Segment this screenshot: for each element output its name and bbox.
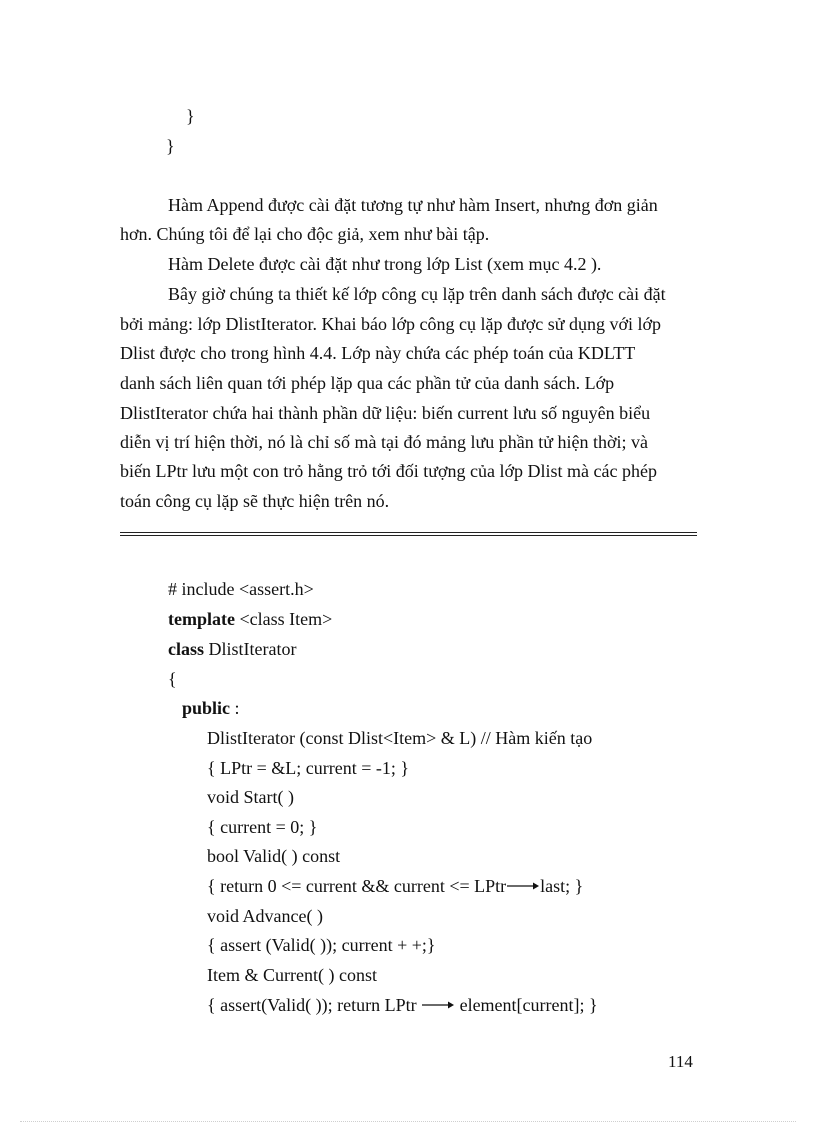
code-include: # include <assert.h> [168,579,314,599]
code-advance-body: { assert (Valid( )); current + +;} [207,935,436,955]
code-class-keyword: class [168,639,204,659]
code-valid-body-start: { return 0 <= current && current <= LPtr [207,876,507,896]
separator-rule-top [120,532,697,533]
code-current-body-start: { assert(Valid( )); return LPtr [207,995,422,1015]
code-class-line [168,638,296,660]
page-bottom-border [20,1121,796,1122]
paragraph-append-line-2: hơn. Chúng tôi để lại cho độc giả, xem như bài tập. [120,224,490,244]
code-current-body [207,994,598,1016]
paragraph-iterator-line-4: danh sách liên quan tới phép lặp qua các phần tử của danh sách. Lớp [120,373,615,393]
paragraph-iterator-line-6: diễn vị trí hiện thời, nó là chỉ số mà tại đó mảng lưu phần tử hiện thời; và [120,432,648,452]
paragraph-iterator-line-2: bởi mảng: lớp DlistIterator. Khai báo lớp công cụ lặp được sử dụng với lớp [120,314,662,334]
code-public-line [182,697,240,719]
code-valid-body [207,875,583,897]
arrow-right-icon [506,881,540,891]
code-template-keyword: template [168,609,235,629]
code-current-body-end: element[current]; } [455,995,598,1015]
code-constructor-body: { LPtr = &L; current = -1; } [207,758,410,778]
code-public-colon: : [230,698,240,718]
code-template-line [168,608,332,630]
paragraph-iterator-line-5: DlistIterator chứa hai thành phần dữ liệu: biến current lưu số nguyên biểu [120,403,651,423]
code-current-decl: Item & Current( ) const [207,965,377,985]
paragraph-iterator-line-3: Dlist được cho trong hình 4.4. Lớp này chứa các phép toán của KDLTT [120,343,636,363]
paragraph-iterator-line-8: toán công cụ lặp sẽ thực hiện trên nó. [120,491,390,511]
code-advance-decl: void Advance( ) [207,906,323,926]
separator-rule-bottom [120,535,697,536]
code-class-name: DlistIterator [204,639,297,659]
code-closing-brace-inner: } [186,106,195,126]
arrow-right-icon [421,1000,455,1010]
code-open-brace: { [168,669,177,689]
code-public-keyword: public [182,698,231,718]
code-valid-decl: bool Valid( ) const [207,846,341,866]
code-constructor-decl: DlistIterator (const Dlist<Item> & L) // Hàm kiến tạo [207,728,593,748]
code-start-body: { current = 0; } [207,817,318,837]
page-number: 114 [668,1052,693,1071]
paragraph-delete-line: Hàm Delete được cài đặt như trong lớp List (xem mục 4.2 ). [168,254,602,274]
code-start-decl: void Start( ) [207,787,294,807]
code-closing-brace-outer: } [166,136,175,156]
code-template-params: <class Item> [234,609,333,629]
paragraph-iterator-line-1: Bây giờ chúng ta thiết kế lớp công cụ lặp trên danh sách được cài đặt [168,284,666,304]
code-valid-body-end: last; } [540,876,584,896]
paragraph-append-line-1: Hàm Append được cài đặt tương tự như hàm Insert, nhưng đơn giản [168,195,658,215]
paragraph-iterator-line-7: biến LPtr lưu một con trỏ hằng trỏ tới đối tượng của lớp Dlist mà các phép [120,461,657,481]
